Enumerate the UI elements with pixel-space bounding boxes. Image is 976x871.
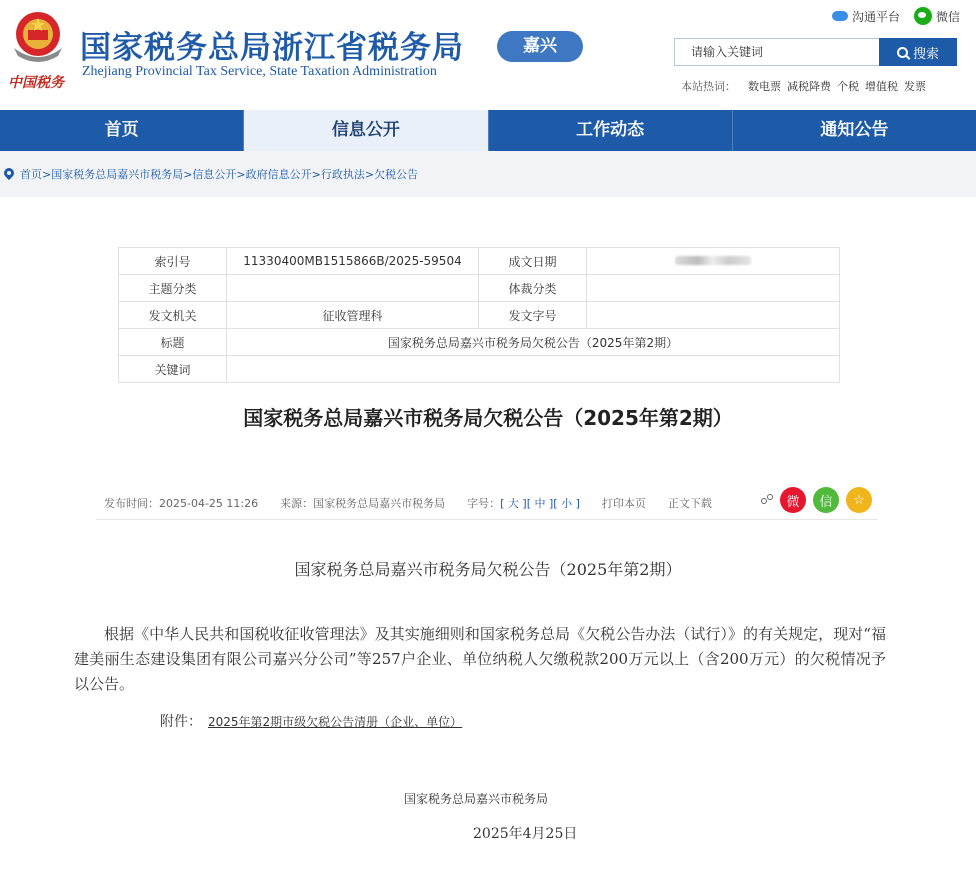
- wechat-label: 微信: [935, 9, 960, 24]
- breadcrumb-links[interactable]: 首页>国家税务总局嘉兴市税务局>信息公开>政府信息公开>行政执法>欠税公告: [20, 168, 419, 181]
- index-value: 11330400MB1515866B/2025-59504: [227, 248, 479, 275]
- date-label: 成文日期: [479, 248, 587, 275]
- doc-no-label: 发文字号: [479, 302, 587, 329]
- attachment-link[interactable]: 2025年第2期市级欠税公告清册（企业、单位）: [208, 715, 463, 729]
- hot-words: [681, 78, 926, 94]
- signature: 国家税务总局嘉兴市税务局: [404, 792, 549, 806]
- topic-value: [227, 275, 479, 302]
- hot-word-link[interactable]: 发票: [904, 80, 926, 93]
- nav-item-info-disclosure[interactable]: 信息公开: [244, 110, 488, 151]
- hot-word-link[interactable]: 减税降费: [787, 80, 831, 93]
- cloud-icon: [832, 11, 848, 21]
- wechat-icon: [914, 7, 932, 25]
- breadcrumb: [0, 151, 976, 197]
- issuer-value: 征收管理科: [227, 302, 479, 329]
- table-row: [119, 356, 840, 383]
- notice-body: 根据《中华人民共和国税收征收管理法》及其实施细则和国家税务总局《欠税公告办法（试行）》的有关规定，现对“福建美丽生态建设集团有限公司嘉兴分公司”等257户企业、单位纳税人欠缴税款200万元以上（含200万元）的欠税情况予以公告。: [74, 625, 886, 693]
- nav-item-home[interactable]: 首页: [0, 110, 244, 151]
- wechat-link[interactable]: [914, 7, 960, 25]
- source: 来源：国家税务总局嘉兴市税务局: [280, 497, 446, 510]
- date-value: [587, 248, 840, 275]
- genre-label: 体裁分类: [479, 275, 587, 302]
- table-row: [119, 248, 840, 275]
- weibo-share-button[interactable]: 微: [780, 487, 806, 513]
- font-medium-button[interactable]: [ 中 ]: [526, 497, 554, 510]
- table-row: [119, 275, 840, 302]
- divider: [96, 519, 878, 520]
- share-bar: [760, 487, 872, 513]
- redacted-date: [675, 256, 751, 265]
- publish-time: 发布时间：2025-04-25 11:26: [104, 497, 259, 510]
- communication-platform-link[interactable]: [832, 8, 900, 25]
- search-input[interactable]: 请输入关键词: [674, 38, 880, 66]
- communication-platform-label: 沟通平台: [851, 9, 900, 24]
- notice-heading: 国家税务总局嘉兴市税务局欠税公告（2025年第2期）: [294, 560, 682, 579]
- article-meta: [104, 495, 712, 511]
- notice-date: 2025年4月25日: [473, 826, 578, 842]
- top-links: [832, 7, 960, 25]
- attachment-label: 附件：: [160, 714, 202, 730]
- search-button[interactable]: [879, 38, 957, 66]
- print-button[interactable]: 打印本页: [601, 497, 646, 510]
- search-button-label: 搜索: [912, 46, 939, 62]
- topic-label: 主题分类: [119, 275, 227, 302]
- share-icon[interactable]: [760, 494, 773, 507]
- table-row: [119, 329, 840, 356]
- national-emblem-icon: [8, 8, 68, 66]
- wechat-share-button[interactable]: 信: [813, 487, 839, 513]
- nav-item-work-news[interactable]: 工作动态: [489, 110, 733, 151]
- download-button[interactable]: 正文下载: [667, 497, 712, 510]
- hot-word-link[interactable]: 数电票: [748, 80, 781, 93]
- index-label: 索引号: [119, 248, 227, 275]
- main-nav: [0, 110, 976, 151]
- site-subtitle: Zhejiang Provincial Tax Service, State Taxation Administration: [82, 64, 437, 79]
- doc-no-value: [587, 302, 840, 329]
- font-large-button[interactable]: [ 大 ]: [500, 497, 527, 510]
- site-header: [0, 0, 976, 110]
- keywords-value: [227, 356, 840, 383]
- emblem-caption: 中国税务: [8, 75, 64, 91]
- document-info-table: [118, 247, 840, 383]
- hot-word-link[interactable]: 增值税: [865, 80, 898, 93]
- attachment: [160, 711, 462, 731]
- search-icon: [897, 47, 908, 58]
- city-badge[interactable]: 嘉兴: [497, 31, 583, 62]
- hot-words-label: 本站热词：: [681, 80, 736, 93]
- favorite-star-icon[interactable]: ☆: [846, 487, 872, 513]
- genre-value: [587, 275, 840, 302]
- title-value: 国家税务总局嘉兴市税务局欠税公告（2025年第2期）: [227, 329, 840, 356]
- issuer-label: 发文机关: [119, 302, 227, 329]
- site-title[interactable]: 国家税务总局浙江省税务局: [80, 30, 464, 66]
- table-row: [119, 302, 840, 329]
- nav-item-notices[interactable]: 通知公告: [820, 120, 889, 140]
- location-pin-icon: [4, 168, 14, 181]
- font-small-button[interactable]: [ 小 ]: [553, 497, 580, 510]
- page-title: 国家税务总局嘉兴市税务局欠税公告（2025年第2期）: [243, 406, 733, 430]
- title-label: 标题: [119, 329, 227, 356]
- hot-word-link[interactable]: 个税: [837, 80, 859, 93]
- keywords-label: 关键词: [119, 356, 227, 383]
- font-size-label: 字号：: [467, 497, 501, 510]
